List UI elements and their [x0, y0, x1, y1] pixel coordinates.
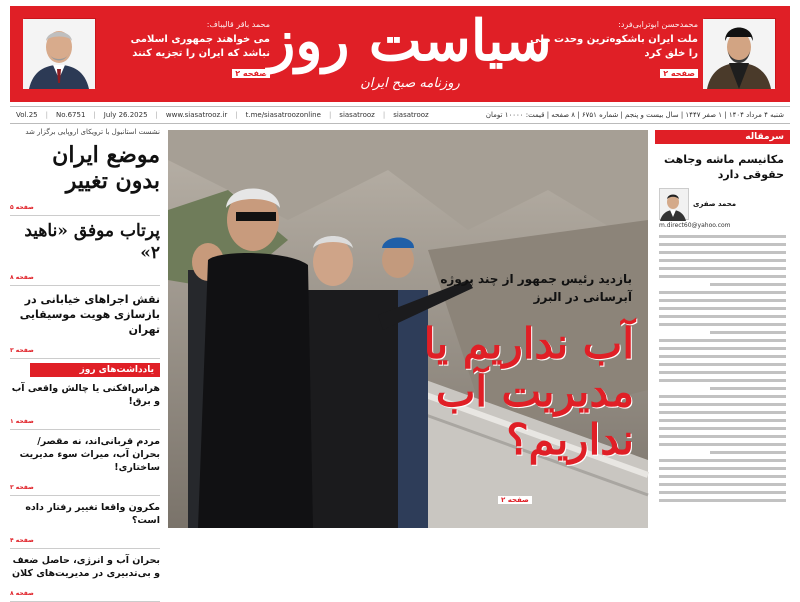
story1-page: صفحه ۵ [10, 204, 34, 211]
masthead-left-box [24, 18, 272, 88]
social-link-1[interactable]: siasatrooz [339, 111, 375, 119]
masthead-right-page: صفحه ۲ [660, 69, 698, 78]
masthead [10, 6, 790, 102]
note-page: صفحه ۴ [10, 537, 34, 544]
note-page: صفحه ۳ [10, 484, 34, 491]
story1-headline[interactable]: موضع ایران بدون تغییر [52, 142, 160, 194]
left-column [10, 128, 160, 597]
notes-section-tag: یادداشت‌های روز [30, 363, 160, 377]
author-name: محمد صفری [693, 200, 737, 208]
note-item[interactable]: هراس‌افکنی یا چالش واقعی آب و برق! [11, 383, 160, 407]
author-email[interactable]: m.direct60@yahoo.com [659, 222, 731, 229]
author-photo [659, 188, 689, 220]
note-item[interactable]: مکرون واقعا تغییر رفتار داده است؟ [25, 502, 160, 526]
masthead-right-name: محمدحسن ابوترابی‌فرد: [618, 20, 698, 29]
editorial-title[interactable]: مکانیسم ماشه وجاهت حقوقی دارد [663, 153, 784, 181]
masthead-left-quote[interactable]: می خواهند جمهوری اسلامی نباشد که ایران را تجزیه کنند [130, 34, 270, 59]
masthead-right-quote[interactable]: ملت ایران باشکوه‌ترین وحدت ملی را خلق کرد [530, 34, 698, 59]
lead-photo[interactable] [168, 130, 648, 528]
story2-headline[interactable]: پرتاب موفق «ناهید ۲» [24, 221, 160, 263]
issue-number: No.6751 [55, 111, 86, 119]
story1-kicker: نشست استانبول با ترویکای اروپایی برگزار شد [25, 128, 160, 136]
note-page: صفحه ۱ [10, 418, 34, 425]
note-item[interactable]: بحران آب و انرژی، حاصل ضعف و بی‌تدبیری در مدیریت‌های کلان [12, 555, 160, 579]
main-headline-page: صفحه ۲ [498, 496, 532, 504]
masthead-right-box [528, 18, 776, 88]
main-headline[interactable]: آب نداریم یا مدیریت آب نداریم؟ [423, 319, 634, 464]
story3-headline[interactable]: نقش اجراهای خیابانی در بازسازی هویت موسیقایی تهران [19, 293, 160, 336]
telegram-link[interactable]: t.me/siasatroozonline [245, 111, 321, 119]
masthead-right-text [530, 20, 698, 80]
volume-number: Vol.25 [16, 111, 38, 119]
newspaper-subtitle: روزنامه صبح ایران [360, 76, 460, 91]
editorial-body [659, 235, 786, 502]
editorial-author [659, 188, 786, 220]
masthead-left-text [102, 20, 270, 80]
portrait-abutorabi [704, 18, 776, 88]
masthead-left-name: محمد باقر قالیباف: [206, 20, 270, 29]
info-bar [10, 106, 790, 124]
issue-date-en: July 26.2025 [103, 111, 148, 119]
note-page: صفحه ۸ [10, 590, 34, 597]
editorial-column [655, 130, 790, 528]
editorial-section-tag: سرمقاله [655, 130, 790, 144]
story2-page: صفحه ۸ [10, 274, 34, 281]
masthead-left-page: صفحه ۲ [232, 69, 270, 78]
social-link-2[interactable]: siasatrooz [393, 111, 429, 119]
newspaper-title: سیاست روز [268, 8, 552, 74]
issue-date-info: شنبه ۴ مرداد ۱۴۰۴ | ۱ صفر ۱۴۴۷ | سال بیست و پنجم | شماره ۶۷۵۱ | ۸ صفحه | قیمت: ۱۰۰۰۰ تومان [485, 111, 784, 119]
story3-page: صفحه ۳ [10, 347, 34, 354]
note-item[interactable]: مردم قربانی‌اند، نه مقصر/بحران آب، میراث سوء مدیریت ساختاری! [19, 436, 160, 473]
photo-caption[interactable]: بازدید رئیس جمهور از چند پروژه آبرسانی در البرز [440, 272, 632, 304]
info-bar-links: Vol.25 | No.6751 | July 26.2025 | www.siasatrooz.ir | t.me/siasatroozonline | siasatrooz | siasatrooz [16, 111, 429, 119]
website-link[interactable]: www.siasatrooz.ir [165, 111, 228, 119]
portrait-qalibaf [24, 18, 96, 88]
